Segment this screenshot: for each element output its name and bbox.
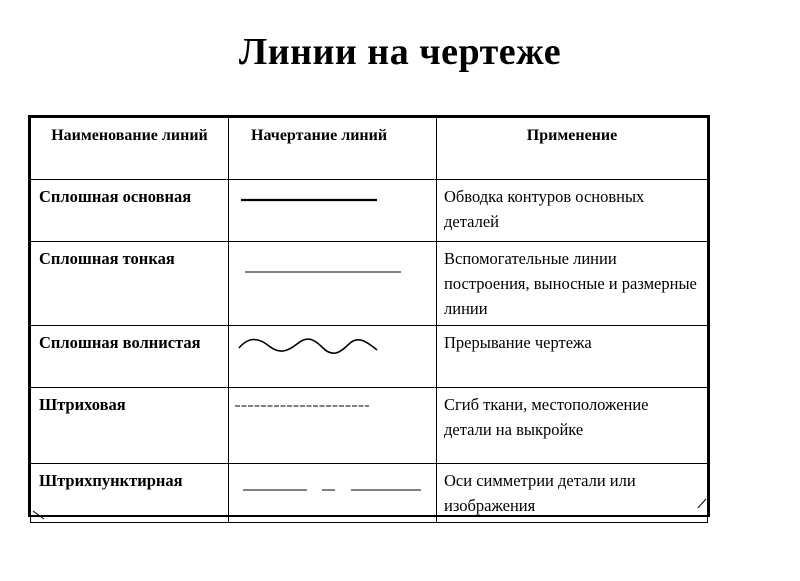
header-usage: Применение <box>437 118 708 180</box>
line-name: Сплошная волнистая <box>31 326 229 388</box>
wavy-line-sample <box>229 326 437 388</box>
line-sample-cell <box>229 242 437 326</box>
dashed-line-sample <box>229 388 437 464</box>
header-line-name: Наименование линий <box>31 118 229 180</box>
dash-dot-line-sample <box>229 464 437 526</box>
line-sample-cell <box>229 326 437 388</box>
lines-table <box>28 115 710 517</box>
line-usage: Оси симметрии детали или изображения <box>437 464 708 523</box>
table-row <box>31 326 708 388</box>
page-title: Линии на чертеже <box>238 31 562 73</box>
corner-mark-left <box>32 510 46 520</box>
line-usage: Обводка контуров основных деталей <box>437 180 708 242</box>
line-sample-cell <box>229 464 437 523</box>
solid-thick-line-sample <box>229 180 437 242</box>
table-row <box>31 464 708 523</box>
line-name: Сплошная тонкая <box>31 242 229 326</box>
header-line-style: Начертание линий <box>229 118 437 180</box>
table-row <box>31 180 708 242</box>
line-usage: Вспомогательные линии построения, выносные и размерные линии <box>437 242 708 326</box>
line-usage: Прерывание чертежа <box>437 326 708 388</box>
line-sample-cell <box>229 180 437 242</box>
corner-mark-right <box>694 498 708 508</box>
line-sample-cell <box>229 388 437 464</box>
line-name: Штрихпунктирная <box>31 464 229 523</box>
solid-thin-line-sample <box>229 242 437 320</box>
line-usage: Сгиб ткани, местоположение детали на выкройке <box>437 388 708 464</box>
line-name: Сплошная основная <box>31 180 229 242</box>
line-name: Штриховая <box>31 388 229 464</box>
table-row <box>31 242 708 326</box>
table-header-row <box>31 118 708 180</box>
table-row <box>31 388 708 464</box>
